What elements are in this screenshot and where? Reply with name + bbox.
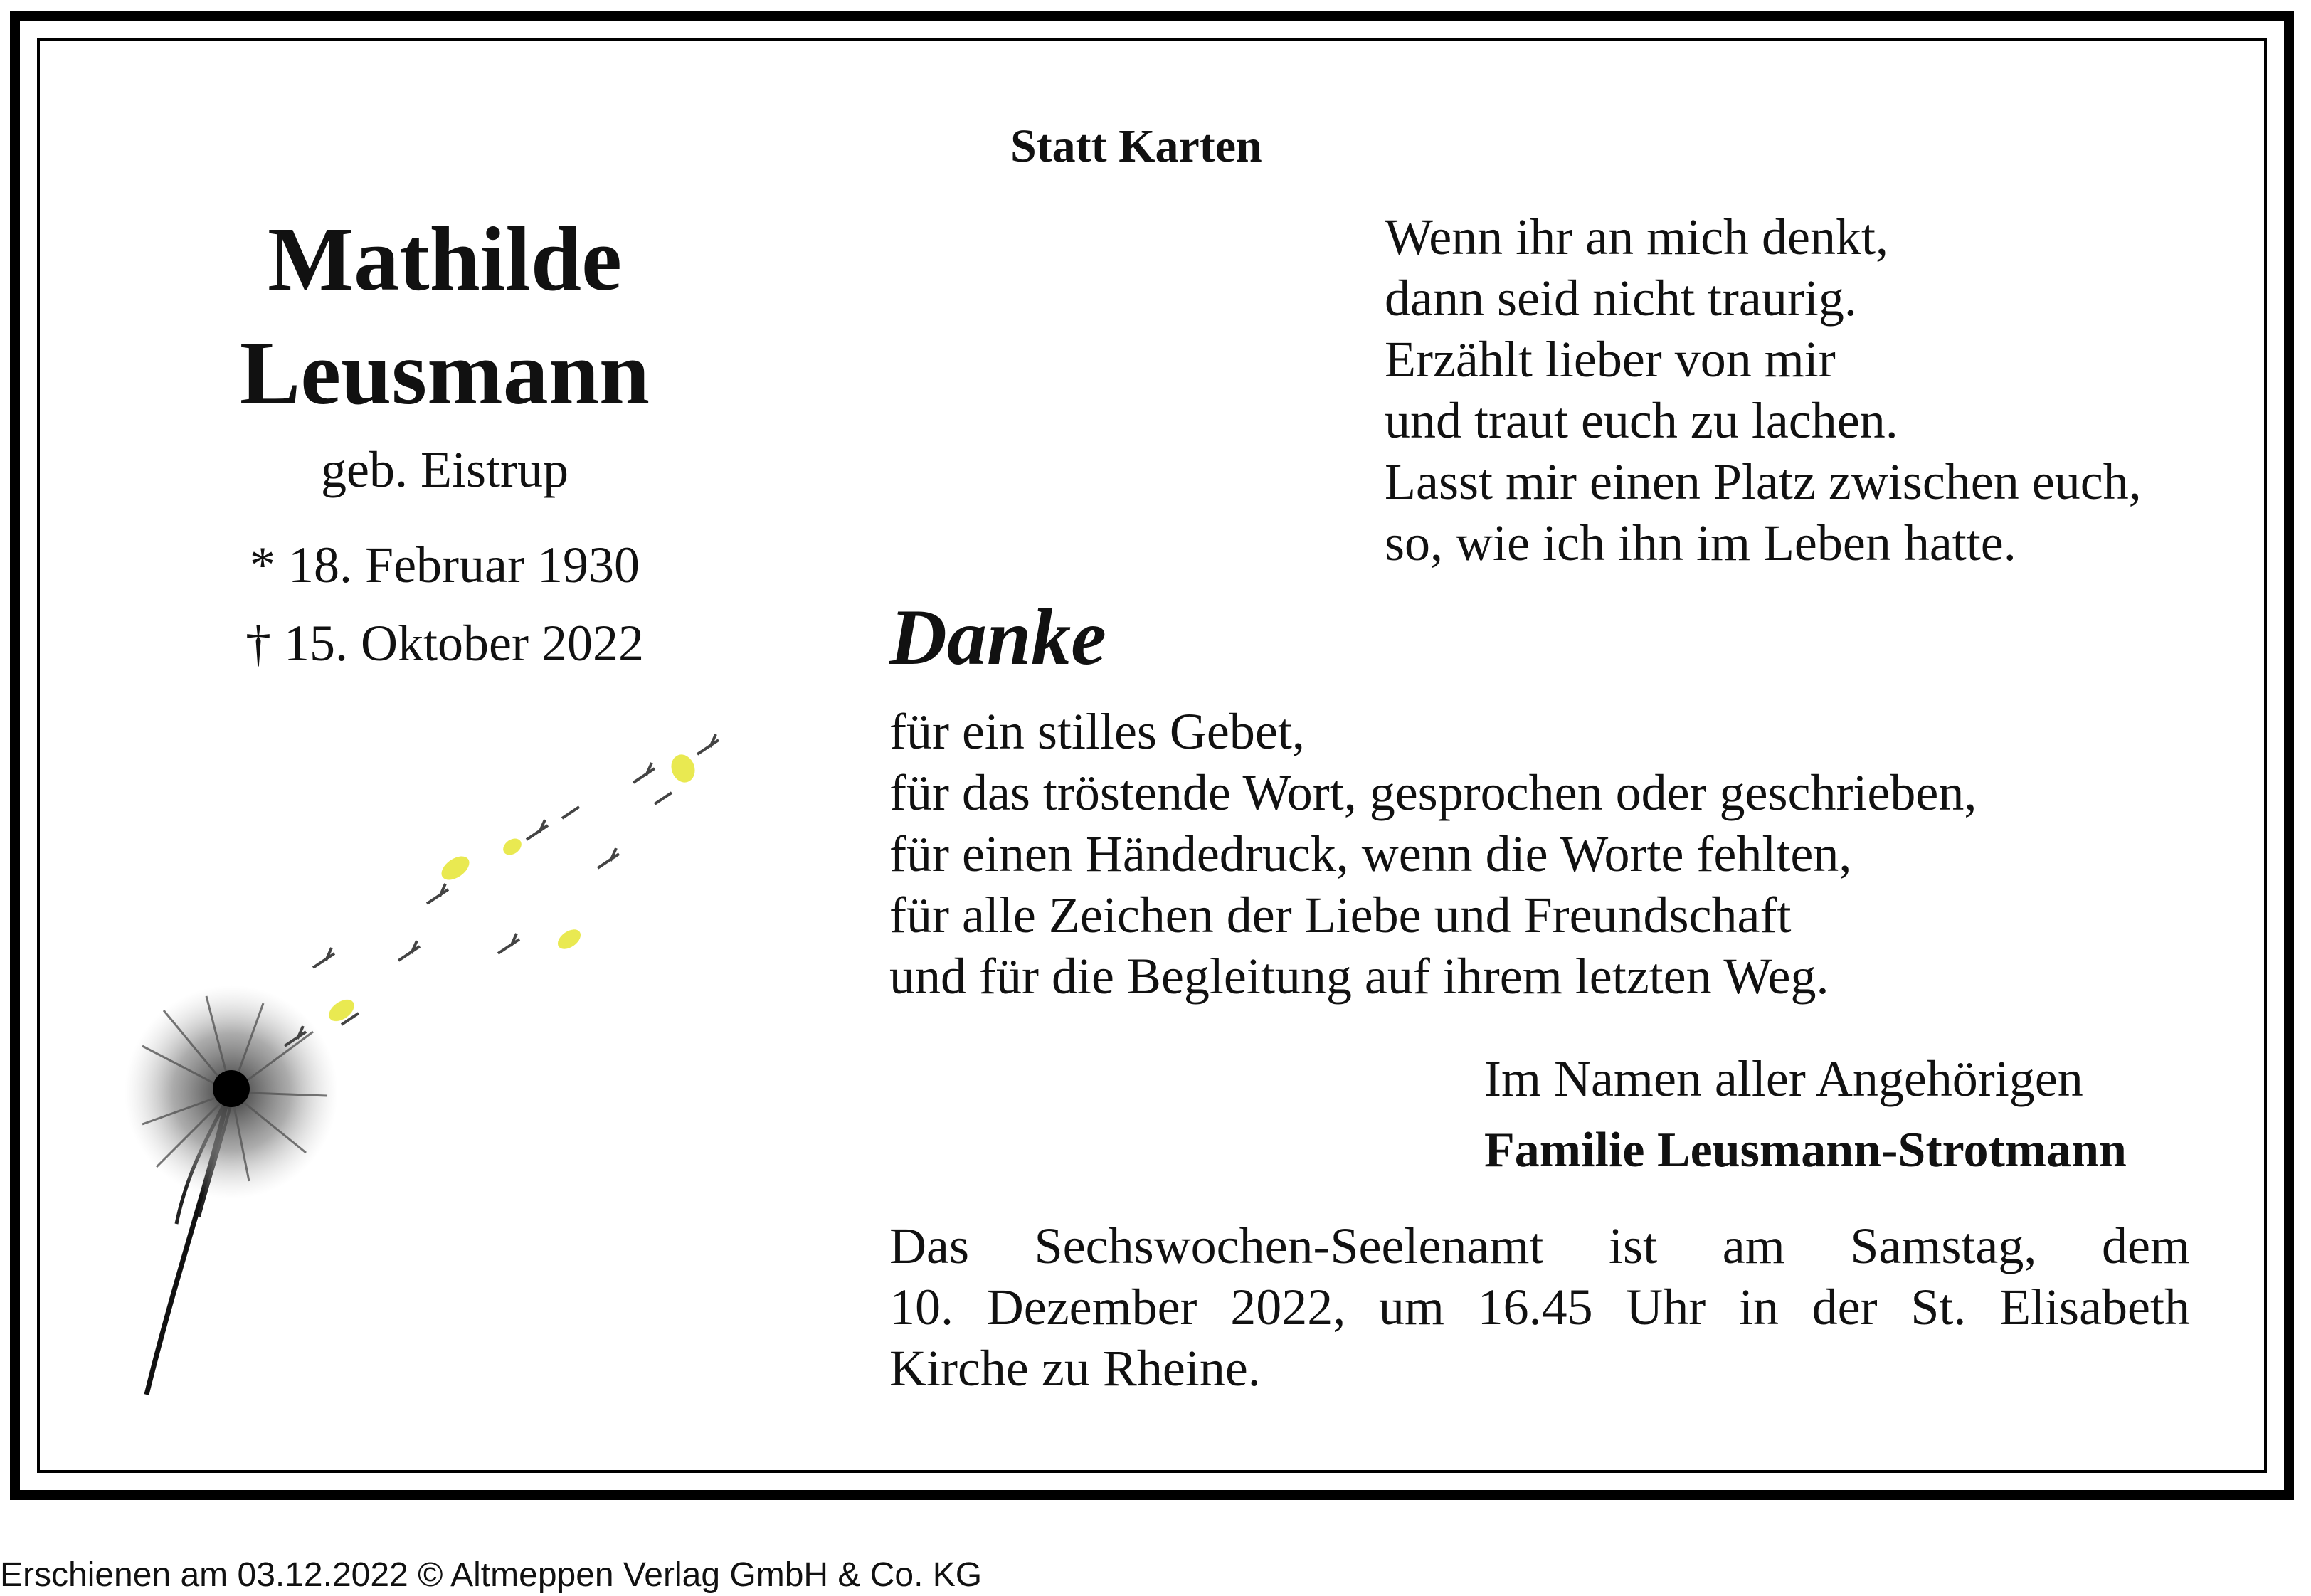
death-date: † 15. Oktober 2022 <box>245 615 644 672</box>
service-line: 10. Dezember 2022, um 16.45 Uhr in der St. Elisabeth <box>889 1279 2190 1336</box>
poem-line: so, wie ich ihn im Leben hatte. <box>1385 514 2016 571</box>
family-name: Familie Leusmann-Strotmann <box>1484 1123 2127 1178</box>
poem-line: Erzählt lieber von mir <box>1385 331 1836 388</box>
thanks-line: für einen Händedruck, wenn die Worte fehlten, <box>889 825 1852 882</box>
poem-line: und traut euch zu lachen. <box>1385 392 1898 449</box>
footer-publication-info: Erschienen am 03.12.2022 © Altmeppen Verlag GmbH & Co. KG <box>0 1556 983 1594</box>
signature-intro: Im Namen aller Angehörigen <box>1484 1050 2083 1107</box>
birth-date: * 18. Februar 1930 <box>250 537 640 593</box>
maiden-name: geb. Eistrup <box>321 441 569 498</box>
thanks-line: und für die Begleitung auf ihrem letzten Weg. <box>889 948 1829 1005</box>
thanks-line: für ein stilles Gebet, <box>889 703 1305 760</box>
thanks-title: Danke <box>889 593 1106 682</box>
dandelion-icon <box>100 726 768 1409</box>
poem-line: Lasst mir einen Platz zwischen euch, <box>1385 453 2142 510</box>
deceased-first-name: Mathilde <box>268 208 622 310</box>
service-line: Kirche zu Rheine. <box>889 1340 1261 1397</box>
thanks-list <box>889 701 1977 1007</box>
thanks-line: für alle Zeichen der Liebe und Freundschaft <box>889 887 1792 944</box>
deceased-last-name: Leusmann <box>239 322 650 423</box>
service-notice <box>889 1215 2190 1399</box>
poem-line: Wenn ihr an mich denkt, <box>1385 208 1889 265</box>
poem-line: dann seid nicht traurig. <box>1385 270 1857 327</box>
service-line: Das Sechswochen-Seelenamt ist am Samstag, dem <box>889 1217 2190 1274</box>
poem <box>1385 206 2142 574</box>
thanks-line: für das tröstende Wort, gesprochen oder geschrieben, <box>889 764 1977 821</box>
header-statt-karten: Statt Karten <box>1010 120 1262 172</box>
